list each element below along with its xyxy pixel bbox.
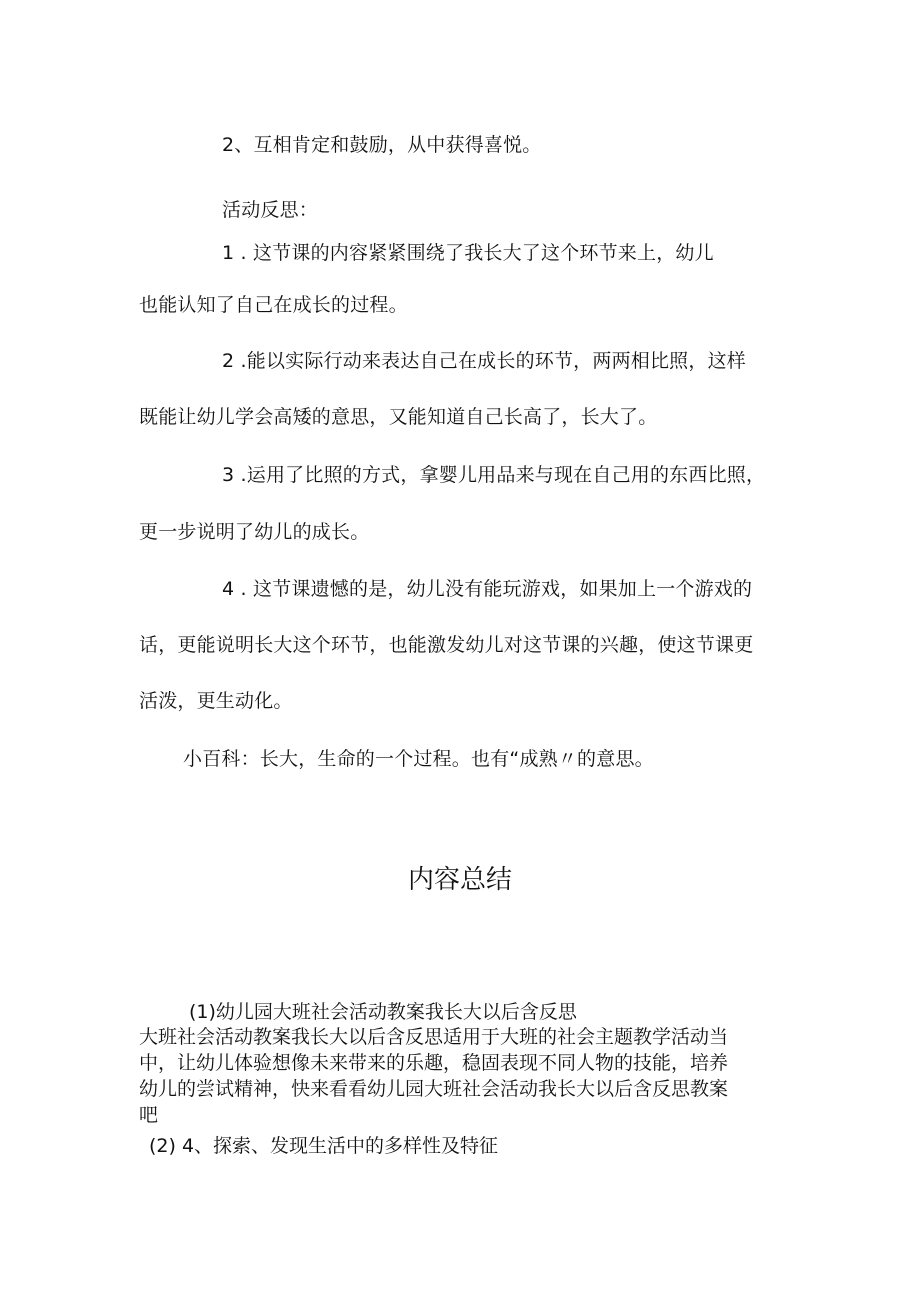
reflection-item-3-line-1: 3 .运用了比照的方式，拿婴儿用品来与现在自己用的东西比照， <box>222 464 766 486</box>
reflection-item-4-line-3: 活泼，更生动化。 <box>139 690 293 712</box>
reflection-item-4-line-1: 4 . 这节课遗憾的是，幼儿没有能玩游戏，如果加上一个游戏的 <box>222 578 753 600</box>
summary-item-1-text-line-1: 大班社会活动教案我长大以后含反思适用于大班的社会主题教学活动当 <box>139 1026 729 1048</box>
reflection-item-4-line-2: 话，更能说明长大这个环节，也能激发幼儿对这节课的兴趣，使这节课更 <box>139 634 754 656</box>
body-line-goal-2: 2、互相肯定和鼓励，从中获得喜悦。 <box>222 134 542 156</box>
summary-title: 内容总结 <box>407 865 512 895</box>
reflection-item-2-line-1: 2 .能以实际行动来表达自己在成长的环节，两两相比照，这样 <box>222 350 746 372</box>
summary-item-1-text-line-4: 吧 <box>139 1104 159 1126</box>
encyclopedia-note: 小百科：长大，生命的一个过程。也有“成熟〃的意思。 <box>183 748 654 770</box>
reflection-item-1-line-2: 也能认知了自己在成长的过程。 <box>139 294 408 316</box>
summary-item-1-heading: (1)幼儿园大班社会活动教案我长大以后含反思 <box>189 1001 577 1023</box>
reflection-item-2-line-2: 既能让幼儿学会高矮的意思，又能知道自己长高了，长大了。 <box>139 406 658 428</box>
reflection-heading: 活动反思： <box>222 199 319 221</box>
summary-item-1-text-line-3: 幼儿的尝试精神，快来看看幼儿园大班社会活动我长大以后含反思教案 <box>139 1078 729 1100</box>
summary-item-1-text-line-2: 中，让幼儿体验想像未来带来的乐趣，稳固表现不同人物的技能，培养 <box>139 1052 729 1074</box>
summary-item-2: (2) 4、探索、发现生活中的多样性及特征 <box>149 1135 499 1157</box>
reflection-item-3-line-2: 更一步说明了幼儿的成长。 <box>139 521 370 543</box>
reflection-item-1-line-1: 1 . 这节课的内容紧紧围绕了我长大了这个环节来上，幼儿 <box>222 242 714 264</box>
